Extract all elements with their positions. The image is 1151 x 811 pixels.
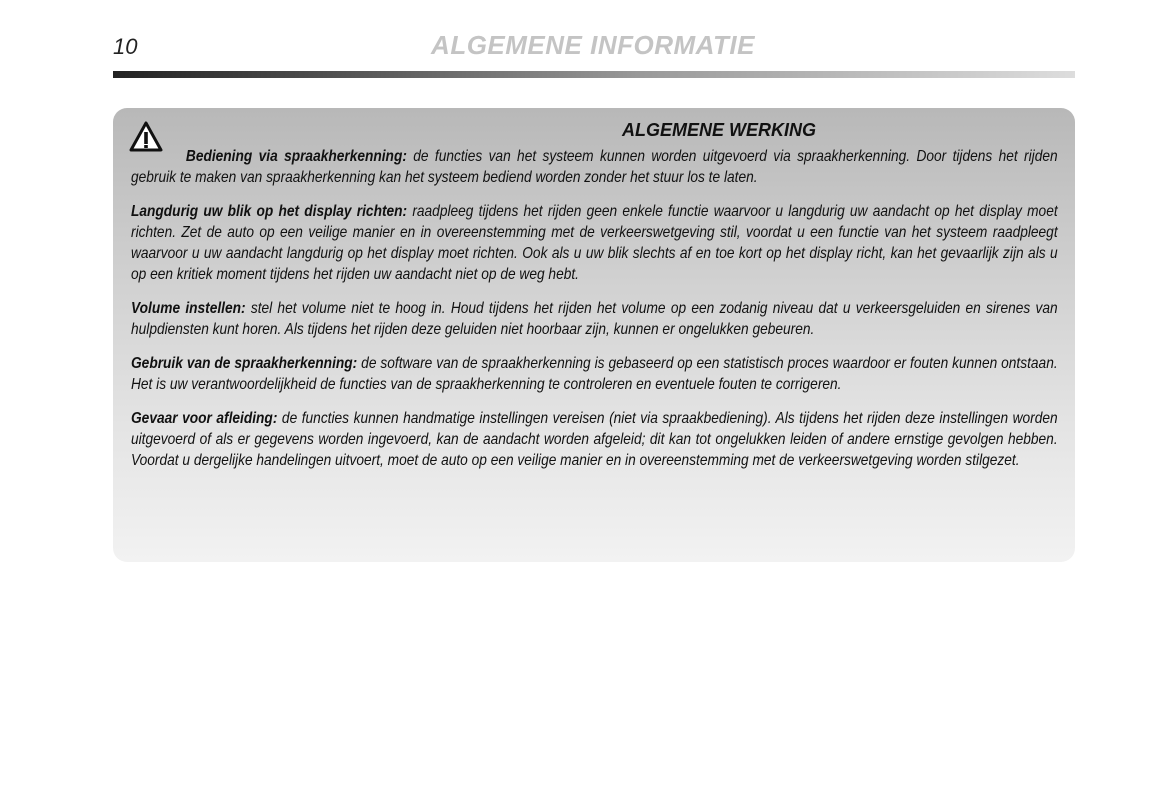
- paragraph: [131, 298, 1058, 340]
- paragraph: [131, 408, 1058, 471]
- paragraph-body: de software van de spraakherkenning is gebaseerd op een statistisch proces waardoor er fouten kunnen ontstaan. Het is uw verantwoordelijkheid de functies van de spraakherkenning te controleren en eventuele fouten te corrigeren.: [131, 355, 1058, 393]
- paragraph-body: raadpleeg tijdens het rijden geen enkele functie waarvoor u langdurig uw aandacht op het display moet richten. Zet de auto op een veilige manier en in overeenstemming met de verkeerswetgeving stil, voordat u een functie van het systeem raadpleegt waarvoor u uw aandacht langdurig op het display moet richten. Ook als u uw blik slechts af en toe kort op het display richt, kan het gevaarlijk zijn als u op een kritiek moment tijdens het rijden uw aandacht niet op de weg hebt.: [131, 203, 1058, 283]
- paragraph-body: de functies van het systeem kunnen worden uitgevoerd via spraakherkenning. Door tijdens het rijden gebruik te maken van spraakherkenning kan het systeem bediend worden zonder het stuur los te laten.: [131, 148, 1058, 186]
- warning-box: [113, 108, 1075, 562]
- header-rule: [113, 71, 1075, 78]
- paragraph-body: de functies kunnen handmatige instellingen vereisen (niet via spraakbediening). Als tijdens het rijden deze instellingen worden uitgevoerd of als er gegevens worden ingevoerd, kan de aandacht worden afgeleid; dit kan tot ongelukken leiden of andere ernstige gevolgen hebben. Voordat u dergelijke handelingen uitvoert, moet de auto op een veilige manier en in overeenstemming met de verkeerswetgeving worden stilgezet.: [131, 410, 1058, 469]
- paragraph-lead: Langdurig uw blik op het display richten:: [131, 203, 408, 220]
- paragraph-lead: Bediening via spraakherkenning:: [185, 148, 407, 165]
- box-text: [131, 146, 1058, 484]
- paragraph-lead: Gevaar voor afleiding:: [131, 410, 278, 427]
- page-number: 10: [113, 34, 138, 59]
- paragraph: [131, 353, 1058, 395]
- page-title: ALGEMENE INFORMATIE: [431, 30, 755, 60]
- paragraph-lead: Gebruik van de spraakherkenning:: [131, 355, 358, 372]
- paragraph: [131, 146, 1058, 188]
- box-title: ALGEMENE WERKING: [621, 120, 816, 140]
- paragraph-body: stel het volume niet te hoog in. Houd tijdens het rijden het volume op een zodanig niveau dat u verkeersgeluiden en sirenes van hulpdiensten kunt horen. Als tijdens het rijden deze geluiden niet hoorbaar zijn, kunnen er ongelukken gebeuren.: [131, 300, 1058, 338]
- paragraph: [131, 201, 1058, 285]
- paragraph-lead: Volume instellen:: [131, 300, 246, 317]
